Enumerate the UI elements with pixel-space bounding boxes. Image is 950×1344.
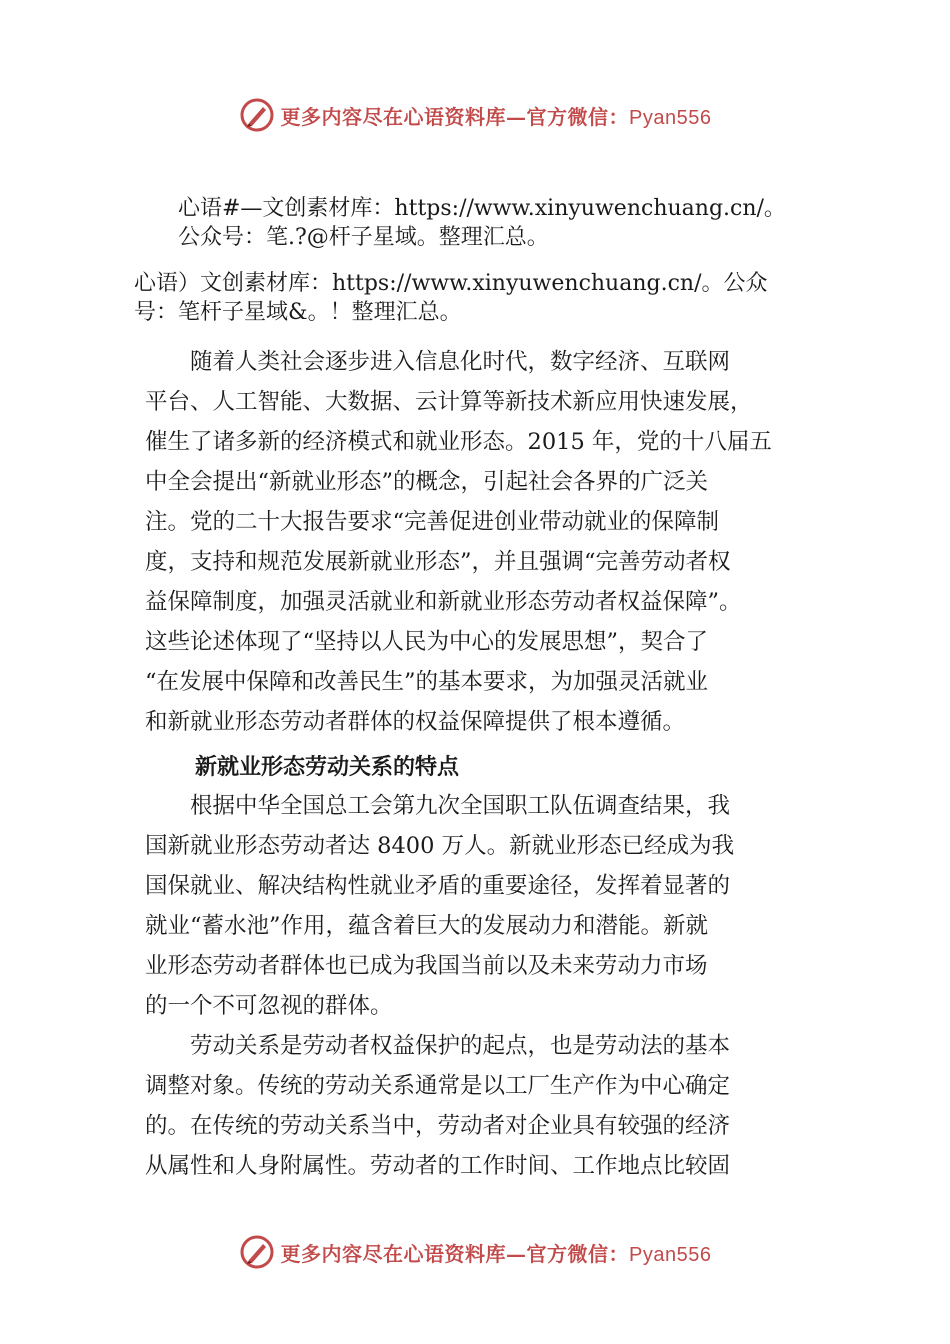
paragraph-2-line: 根据中华全国总工会第九次全国职工队伍调查结果，我 (190, 793, 731, 819)
note-2-line-2: 号：笔杆子星域&。！整理汇总。 (134, 300, 462, 325)
paragraph-1-line: 这些论述体现了“坚持以人民为中心的发展思想”，契合了 (145, 629, 709, 655)
paragraph-2-line: 的一个不可忽视的群体。 (145, 993, 393, 1019)
paragraph-1-line: 度，支持和规范发展新就业形态”，并且强调“完善劳动者权 (145, 549, 731, 575)
note-1-line-1: 心语#—文创素材库：https://www.xinyuwenchuang.cn/。 (178, 196, 786, 221)
wechat-id: Pyan556 (629, 106, 712, 129)
paragraph-2-line: 就业“蓄水池”作用，蕴含着巨大的发展动力和潜能。新就 (145, 913, 709, 939)
paragraph-3-line: 的。在传统的劳动关系当中，劳动者对企业具有较强的经济 (145, 1113, 731, 1139)
paragraph-1-line: 催生了诸多新的经济模式和就业形态。2015 年，党的十八届五 (145, 429, 772, 455)
paragraph-2-line: 国保就业、解决结构性就业矛盾的重要途径，发挥着显著的 (145, 873, 731, 899)
header-banner (0, 95, 950, 135)
paragraph-1-line: 益保障制度，加强灵活就业和新就业形态劳动者权益保障”。 (145, 589, 742, 615)
note-2-line-1: 心语）文创素材库：https://www.xinyuwenchuang.cn/。公众 (134, 271, 768, 296)
note-1-line-2: 公众号：笔.?@杆子星域。整理汇总。 (178, 225, 549, 250)
pen-logo-icon (239, 1234, 275, 1270)
paragraph-2-line: 国新就业形态劳动者达 8400 万人。新就业形态已经成为我 (145, 833, 735, 859)
paragraph-1-line: 平台、人工智能、大数据、云计算等新技术新应用快速发展， (145, 389, 753, 415)
paragraph-3-line: 劳动关系是劳动者权益保护的起点，也是劳动法的基本 (190, 1033, 731, 1059)
paragraph-1-line: 随着人类社会逐步进入信息化时代，数字经济、互联网 (190, 349, 731, 375)
paragraph-3-line: 从属性和人身附属性。劳动者的工作时间、工作地点比较固 (145, 1153, 731, 1179)
paragraph-1-line: 中全会提出“新就业形态”的概念，引起社会各界的广泛关 (145, 469, 709, 495)
banner-text (281, 1238, 712, 1267)
section-heading: 新就业形态劳动关系的特点 (195, 755, 460, 780)
banner-label: 更多内容尽在心语资料库—官方微信： (280, 104, 630, 129)
footer-banner (0, 1232, 950, 1272)
pen-logo-icon (239, 97, 275, 133)
wechat-id: Pyan556 (629, 1243, 712, 1266)
banner-label: 更多内容尽在心语资料库—官方微信： (280, 1241, 630, 1266)
paragraph-1-line: “在发展中保障和改善民生”的基本要求，为加强灵活就业 (145, 669, 709, 695)
paragraph-1-line: 注。党的二十大报告要求“完善促进创业带动就业的保障制 (145, 509, 720, 535)
paragraph-3-line: 调整对象。传统的劳动关系通常是以工厂生产作为中心确定 (145, 1073, 731, 1099)
banner-text (281, 101, 712, 130)
paragraph-1-line: 和新就业形态劳动者群体的权益保障提供了根本遵循。 (145, 709, 686, 735)
paragraph-2-line: 业形态劳动者群体也已成为我国当前以及未来劳动力市场 (145, 953, 708, 979)
